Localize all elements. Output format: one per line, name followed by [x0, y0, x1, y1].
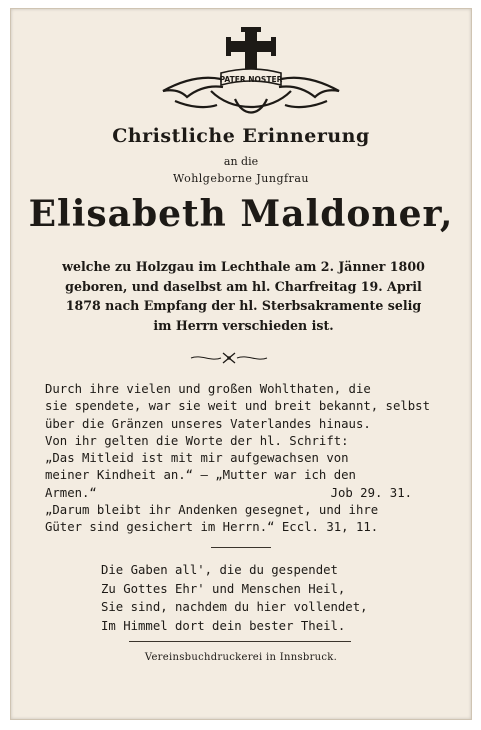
- bio-line: welche zu Holzgau im Lechthale am 2. Jänner 1800: [62, 259, 425, 274]
- poem: [101, 561, 401, 635]
- paragraph-line: Von ihr gelten die Worte der hl. Schrift:: [45, 433, 349, 448]
- deceased-name: Elisabeth Maldoner,: [28, 193, 454, 235]
- paragraph-line: sie spendete, war sie weit und breit bekannt, selbst: [45, 399, 430, 414]
- paragraph-line: [45, 485, 440, 502]
- paragraph-line: „Das Mitleid ist mit mir aufgewachsen von: [45, 451, 349, 466]
- quote-end: Armen.“: [45, 485, 97, 500]
- poem-line: Die Gaben all', die du gespendet: [101, 563, 338, 577]
- cross-icon: [226, 27, 276, 75]
- dedication-an: an die: [223, 155, 259, 168]
- poem-line: Im Himmel dort dein bester Theil.: [101, 618, 346, 633]
- biography: [41, 257, 446, 335]
- divider-ornament: [189, 349, 269, 367]
- paragraph-line: Durch ihre vielen und großen Wohlthaten, die: [45, 382, 371, 396]
- tribute-paragraph: [45, 381, 440, 537]
- paragraph-line: Güter sind gesichert im Herrn.“ Eccl. 31, 11.: [45, 520, 379, 535]
- poem-line: Sie sind, nachdem du hier vollendet,: [101, 600, 368, 614]
- bio-line: im Herrn verschieden ist.: [153, 317, 334, 333]
- scripture-reference: Job 29. 31.: [330, 485, 412, 500]
- paragraph-line: über die Gränzen unseres Vaterlandes hinaus.: [45, 416, 371, 431]
- paragraph-line: „Darum bleibt ihr Andenken gesegnet, und ihre: [45, 503, 379, 518]
- bio-line: 1878 nach Empfang der hl. Sterbsakramente selig: [65, 298, 422, 313]
- pater-noster-emblem: [151, 27, 351, 119]
- bio-line: geboren, und daselbst am hl. Charfreitag 19. April: [65, 278, 422, 294]
- card-title: Christliche Erinnerung: [112, 125, 370, 147]
- poem-line: Zu Gottes Ehr' und Menschen Heil,: [101, 581, 346, 596]
- paragraph-line: meiner Kindheit an.“ — „Mutter war ich den: [45, 468, 356, 483]
- dedication-jungfrau: Wohlgeborne Jungfrau: [173, 172, 309, 185]
- printer-imprint: Vereinsbuchdruckerei in Innsbruck.: [144, 652, 338, 663]
- memorial-card: [10, 8, 472, 720]
- short-divider: [211, 547, 271, 548]
- banner-text: PATER NOSTER: [219, 75, 283, 84]
- printer-divider: [129, 641, 351, 642]
